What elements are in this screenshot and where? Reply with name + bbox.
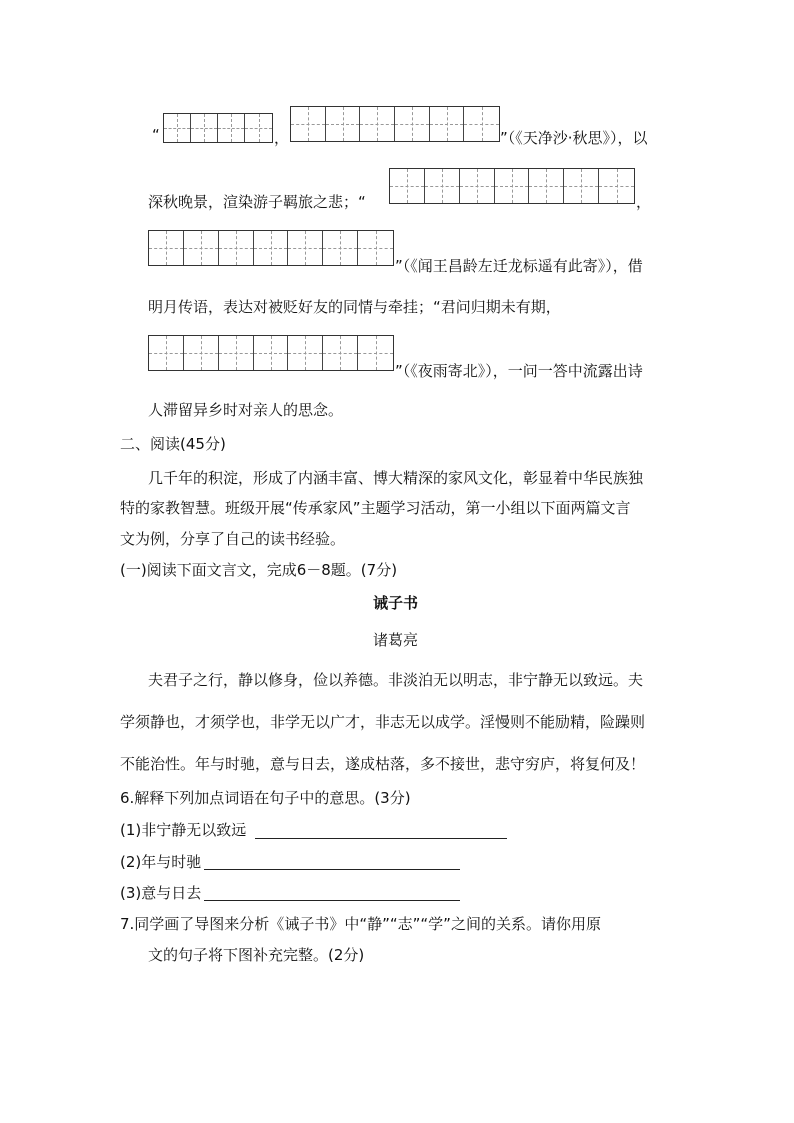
intro-line-2: 特的家教智慧。班级开展“传承家风”主题学习活动，第一小组以下面两篇文言 <box>120 499 631 517</box>
question-6-item-3: (3)意与日去 <box>120 884 202 902</box>
grid-cell <box>184 336 219 370</box>
comma: ， <box>274 129 290 147</box>
question-6-item-1: (1)非宁静无以致远 <box>120 821 247 839</box>
intro-line-3: 文为例，分享了自己的读书经验。 <box>120 530 346 548</box>
answer-grid-4[interactable] <box>148 230 394 266</box>
part-heading: (一)阅读下面文言文，完成6－8题。(7分) <box>120 561 398 579</box>
grid-cell <box>495 169 530 203</box>
answer-grid-2[interactable] <box>290 106 500 142</box>
source-note-1: ”（《天净沙·秋思》），以 <box>500 129 648 147</box>
grid-cell <box>390 169 425 203</box>
grid-cell <box>288 336 323 370</box>
grid-cell <box>219 231 254 265</box>
grid-cell <box>599 169 634 203</box>
grid-cell <box>254 336 289 370</box>
answer-blank-1[interactable] <box>255 838 507 839</box>
grid-cell <box>564 169 599 203</box>
passage-author: 诸葛亮 <box>373 631 419 649</box>
grid-cell <box>245 114 272 142</box>
answer-blank-3[interactable] <box>204 900 460 901</box>
question-6-item-2: (2)年与时驰 <box>120 853 202 871</box>
grid-cell <box>219 336 254 370</box>
grid-cell <box>323 336 358 370</box>
grid-cell <box>529 169 564 203</box>
grid-cell <box>254 231 289 265</box>
poetry-line-4: 明月传语，表达对被贬好友的同情与牵挂；“君问归期未有期， <box>148 298 561 316</box>
answer-grid-3[interactable] <box>389 168 635 204</box>
grid-cell <box>326 107 361 141</box>
quote-open: “ <box>152 126 160 144</box>
answer-blank-2[interactable] <box>204 869 460 870</box>
grid-cell <box>395 107 430 141</box>
grid-cell <box>164 114 191 142</box>
grid-cell <box>191 114 218 142</box>
answer-grid-5[interactable] <box>148 335 394 371</box>
grid-cell <box>218 114 245 142</box>
grid-cell <box>288 231 323 265</box>
grid-cell <box>149 231 184 265</box>
grid-cell <box>149 336 184 370</box>
grid-cell <box>291 107 326 141</box>
grid-cell <box>360 107 395 141</box>
poetry-line-6: 人滞留异乡时对亲人的思念。 <box>148 401 344 419</box>
grid-cell <box>464 107 499 141</box>
question-6: 6.解释下列加点词语在句子中的意思。(3分) <box>120 789 411 807</box>
question-7-line-1: 7.同学画了导图来分析《诫子书》中“静”“志”“学”之间的关系。请你用原 <box>120 915 601 933</box>
passage-title: 诫子书 <box>373 594 419 612</box>
answer-grid-1[interactable] <box>163 113 273 143</box>
question-7-line-2: 文的句子将下图补充完整。(2分) <box>148 946 365 964</box>
grid-cell <box>358 336 393 370</box>
source-note-3: ”（《夜雨寄北》），一问一答中流露出诗 <box>395 362 643 380</box>
grid-cell <box>430 107 465 141</box>
grid-cell <box>358 231 393 265</box>
grid-cell <box>425 169 460 203</box>
grid-cell <box>323 231 358 265</box>
section-heading: 二、阅读(45分) <box>120 435 226 453</box>
poetry-line-2: 深秋晚景，渲染游子羁旅之悲；“ <box>148 193 366 211</box>
passage-line-2: 学须静也，才须学也，非学无以广才，非志无以成学。淫慢则不能励精，险躁则 <box>120 713 646 731</box>
intro-line-1: 几千年的积淀，形成了内涵丰富、博大精深的家风文化，彰显着中华民族独 <box>148 469 644 487</box>
grid-cell <box>460 169 495 203</box>
passage-line-3: 不能治性。年与时驰，意与日去，遂成枯落，多不接世，悲守穷庐，将复何及！ <box>120 755 646 773</box>
source-note-2: ”（《闻王昌龄左迁龙标遥有此寄》），借 <box>395 257 643 275</box>
grid-cell <box>184 231 219 265</box>
comma: ， <box>636 193 652 211</box>
passage-line-1: 夫君子之行，静以修身，俭以养德。非淡泊无以明志，非宁静无以致远。夫 <box>148 671 644 689</box>
